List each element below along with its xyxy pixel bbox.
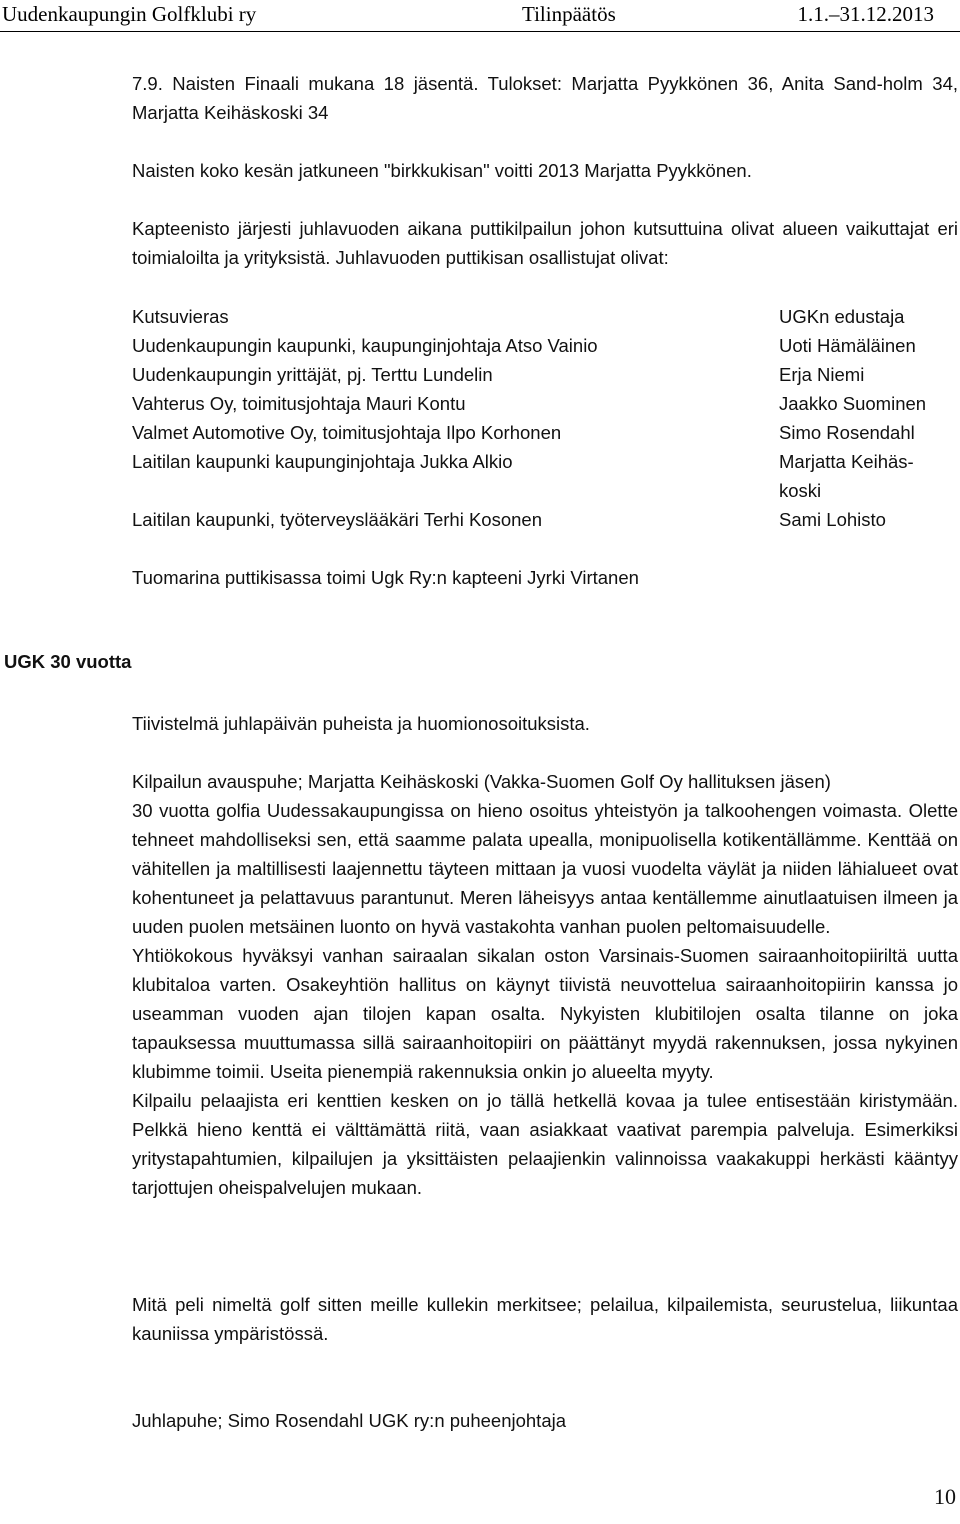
representative-item: Uoti Hämäläinen [779,335,916,356]
representative-item: Simo Rosendahl [779,422,915,443]
opening-speech [132,767,958,1202]
guest-item: Vahterus Oy, toimitusjohtaja Mauri Kontu [132,393,466,414]
referee-paragraph: Tuomarina puttikisassa toimi Ugk Ry:n kapteeni Jyrki Virtanen [132,567,639,588]
guest-item: Valmet Automotive Oy, toimitusjohtaja Ilpo Korhonen [132,422,562,443]
representative-column-header: UGKn edustaja [779,306,905,327]
guest-item: Laitilan kaupunki, työterveyslääkäri Terhi Kosonen [132,509,542,530]
summary-paragraph: Tiivistelmä juhlapäivän puheista ja huomionosoituksista. [132,713,590,734]
representative-column [779,302,959,534]
results-paragraph: 7.9. Naisten Finaali mukana 18 jäsentä. Tulokset: Marjatta Pyykkönen 36, Anita Sand-holm 34, Marjatta Keihäskoski 34 [132,73,958,123]
representative-item: Erja Niemi [779,364,865,385]
putting-paragraph: Kapteenisto järjesti juhlavuoden aikana puttikilpailun johon kutsuttuina olivat alueen vaikuttajat eri toimialoilta ja yrityksistä. Juhlavuoden puttikisan osallistujat olivat: [132,218,958,268]
page-header [0,0,960,30]
speech-paragraph: 30 vuotta golfia Uudessakaupungissa on hieno osoitus yhteistyön ja talkoohengen voimasta. Olette tehneet mahdolliseksi sen, että saamme palata upealla, monipuolisella kotikentällämme. Kenttää on vähitellen ja maltillisesti laajennettu täyteen mittaan ja vuosi vuodelta väylät ja niiden lähialueet ovat kohentuneet ja pelattavuus parantunut. Meren läheisyys antaa kentällemme ainutlaatuisen ilmeen ja uuden puolen metsäinen luonto on hyvä vastakohta vanhan puolen peltomaisuudelle. [132,800,958,937]
header-organization: Uudenkaupungin Golfklubi ry [2,2,257,26]
guest-column-header: Kutsuvieras [132,306,229,327]
birkkukisa-paragraph: Naisten koko kesän jatkuneen "birkkukisan" voitti 2013 Marjatta Pyykkönen. [132,160,752,181]
representative-item: Sami Lohisto [779,509,886,530]
speech-paragraph: Yhtiökokous hyväksyi vanhan sairaalan sikalan oston Varsinais-Suomen sairaanhoitopiiriltä uutta klubitaloa varten. Osakeyhtiön hallitus on käynyt tiivistä neuvottelua sairaanhoitopiirin kanssa jo useamman vuoden ajan tilojen kapan osalta. Nykyisten klubitilojen osalta tilanne on joka tapauksessa muuttumassa sillä sairaanhoitopiiri on päättänyt myydä rakennuksen, jossa nykyinen klubimme toimii. Useita pienempiä rakennuksia onkin jo alueelta myyty. [132,945,958,1082]
guest-column [132,302,732,534]
header-period: 1.1.–31.12.2013 [797,2,934,26]
page-number: 10 [934,1484,956,1509]
representative-item: Marjatta Keihäs-koski [779,451,914,501]
guest-item: Uudenkaupungin kaupunki, kaupunginjohtaja Atso Vainio [132,335,598,356]
representative-item: Jaakko Suominen [779,393,927,414]
opening-speech-title: Kilpailun avauspuhe; Marjatta Keihäskoski (Vakka-Suomen Golf Oy hallituksen jäsen) [132,771,831,792]
section-heading: UGK 30 vuotta [4,651,132,672]
header-divider [0,31,960,32]
guest-item: Laitilan kaupunki kaupunginjohtaja Jukka Alkio [132,451,513,472]
speech-paragraph: Kilpailu pelaajista eri kenttien kesken on jo tällä hetkellä kovaa ja tulee entisestään kiristymään. Pelkkä hieno kenttä ei välttämättä riitä, vaan asiakkaat vaativat parempia palveluja. Esimerkiksi yritystapahtumien, kilpailujen ja yksittäisten pelaajienkin valinnoissa vaakakuppi herkästi kääntyy tarjottujen oheispalvelujen mukaan. [132,1090,958,1198]
golf-meaning-paragraph: Mitä peli nimeltä golf sitten meille kullekin merkitsee; pelailua, kilpailemista, seurustelua, liikuntaa kauniissa ympäristössä. [132,1294,958,1344]
header-document-title: Tilinpäätös [522,2,616,26]
main-speech-title: Juhlapuhe; Simo Rosendahl UGK ry:n puheenjohtaja [132,1410,567,1431]
guest-item: Uudenkaupungin yrittäjät, pj. Terttu Lundelin [132,364,493,385]
